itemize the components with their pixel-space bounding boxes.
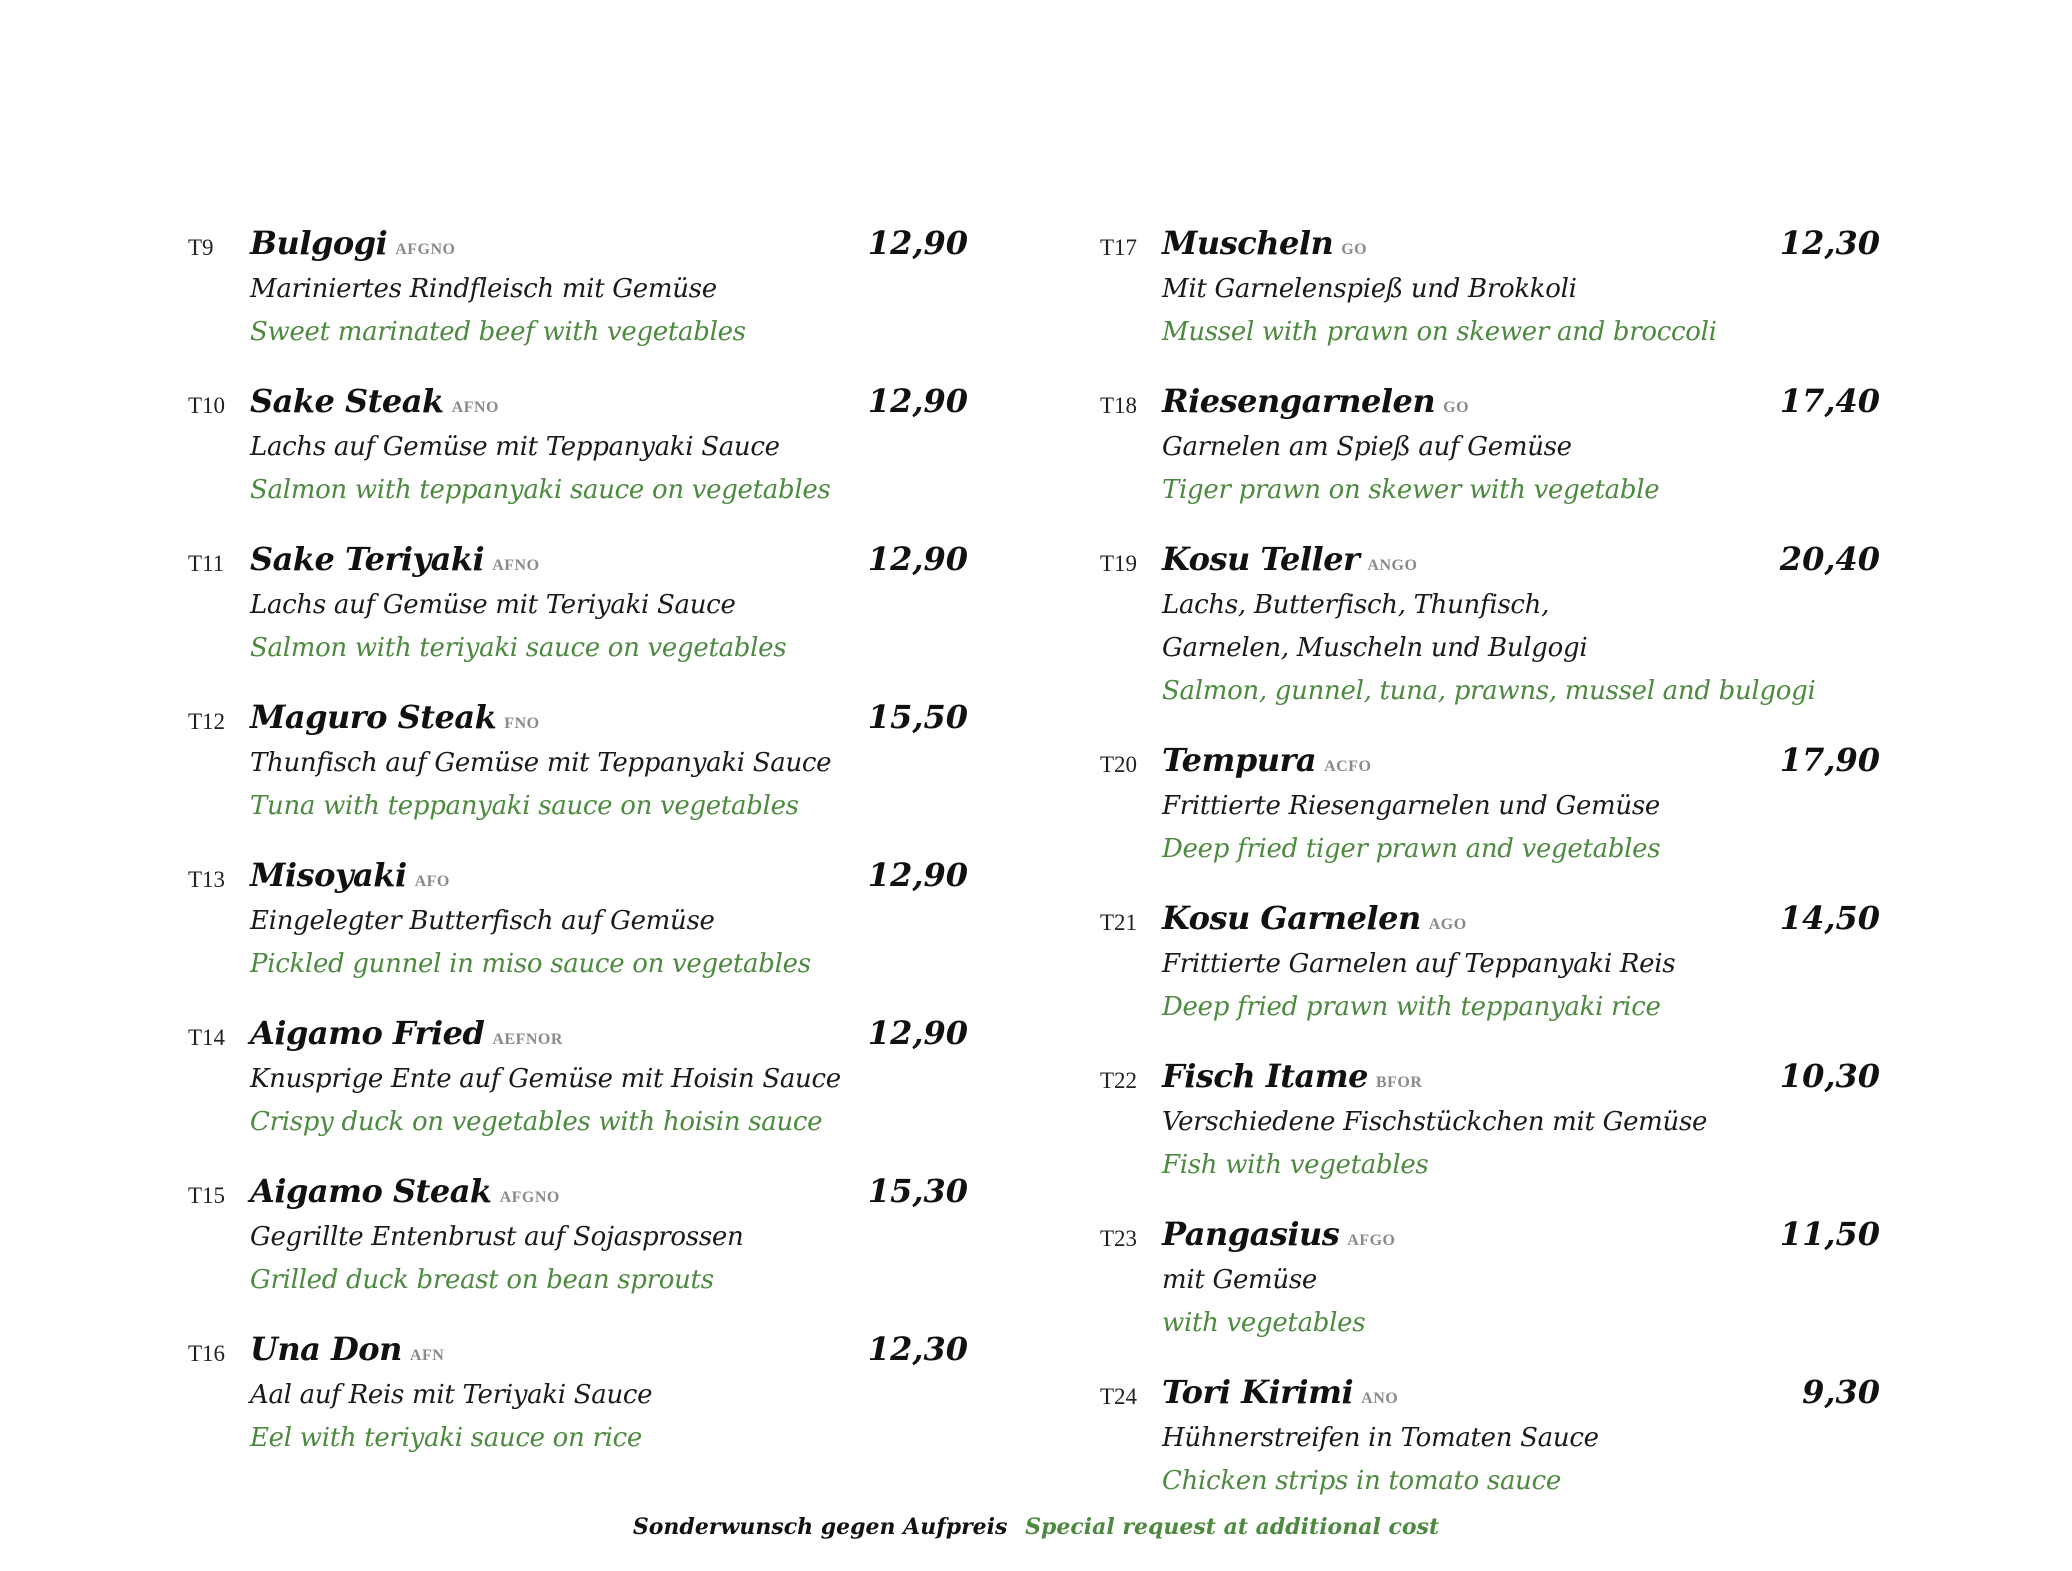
item-code: T11 <box>188 551 225 576</box>
item-code: T17 <box>1100 235 1138 260</box>
item-code: T21 <box>1100 910 1138 935</box>
item-price: 12,90 <box>867 224 968 262</box>
item-allergens: AFNO <box>451 399 499 416</box>
item-title-row <box>1162 735 1880 785</box>
item-price: 10,30 <box>1779 1057 1880 1095</box>
menu-item <box>1100 376 1880 512</box>
item-body <box>1162 893 1880 1029</box>
item-title-row <box>1162 218 1880 268</box>
item-price: 12,30 <box>1779 224 1880 262</box>
item-name: Aigamo Fried <box>250 1014 485 1052</box>
item-name: Tempura <box>1162 741 1317 779</box>
item-title-row <box>1162 534 1880 584</box>
item-description-en: Mussel with prawn on skewer and broccoli <box>1162 317 1717 347</box>
item-description-en: Salmon, gunnel, tuna, prawns, mussel and bulgogi <box>1162 676 1816 706</box>
item-name: Sake Teriyaki <box>250 540 485 578</box>
item-price: 12,30 <box>867 1330 968 1368</box>
item-name: Fisch Itame <box>1162 1057 1368 1095</box>
item-name: Maguro Steak <box>250 698 497 736</box>
item-description-en: Salmon with teriyaki sauce on vegetables <box>250 633 787 663</box>
menu-item <box>1100 1209 1880 1345</box>
item-title-row <box>1162 1209 1880 1259</box>
item-price: 17,90 <box>1779 741 1880 779</box>
menu-item <box>188 850 968 986</box>
item-allergens: GO <box>1443 399 1470 416</box>
item-body <box>1162 735 1880 871</box>
menu-item <box>188 1324 968 1460</box>
item-description-en: Deep fried prawn with teppanyaki rice <box>1162 992 1661 1022</box>
item-description-de: Aal auf Reis mit Teriyaki Sauce <box>250 1380 653 1410</box>
item-title-row <box>1162 1367 1880 1417</box>
item-description-en: Crispy duck on vegetables with hoisin sauce <box>250 1107 823 1137</box>
item-body <box>250 850 968 986</box>
item-title-row <box>250 1324 968 1374</box>
item-allergens: AFGO <box>1347 1232 1396 1249</box>
item-code: T13 <box>188 867 226 892</box>
item-price: 12,90 <box>867 1014 968 1052</box>
item-body <box>250 376 968 512</box>
item-name: Kosu Teller <box>1162 540 1360 578</box>
item-price: 12,90 <box>867 540 968 578</box>
item-price: 15,50 <box>867 698 968 736</box>
item-description-en: Salmon with teppanyaki sauce on vegetables <box>250 475 831 505</box>
item-body <box>250 218 968 354</box>
item-allergens: BFOR <box>1375 1074 1423 1091</box>
item-description-de: mit Gemüse <box>1162 1265 1317 1295</box>
item-description-en: with vegetables <box>1162 1308 1366 1338</box>
item-body <box>250 1324 968 1460</box>
item-title-row <box>250 534 968 584</box>
item-code: T10 <box>188 393 226 418</box>
item-allergens: AFO <box>414 873 450 890</box>
item-allergens: ANGO <box>1367 557 1418 574</box>
item-description-de: Lachs, Butterfisch, Thunfisch, <box>1162 590 1550 620</box>
item-allergens: AGO <box>1428 916 1467 933</box>
item-allergens: FNO <box>504 715 540 732</box>
item-description-en: Chicken strips in tomato sauce <box>1162 1466 1561 1496</box>
item-body <box>250 1008 968 1144</box>
item-title-row <box>250 1008 968 1058</box>
item-allergens: AEFNOR <box>492 1031 563 1048</box>
item-description-de: Frittierte Garnelen auf Teppanyaki Reis <box>1162 949 1676 979</box>
item-body <box>1162 1051 1880 1187</box>
menu-item <box>188 1008 968 1144</box>
item-title-row <box>250 218 968 268</box>
item-title-row <box>250 1166 968 1216</box>
item-code: T14 <box>188 1025 226 1050</box>
item-description-de: Garnelen am Spieß auf Gemüse <box>1162 432 1572 462</box>
item-description-de: Mit Garnelenspieß und Brokkoli <box>1162 274 1577 304</box>
item-description-en: Eel with teriyaki sauce on rice <box>250 1423 642 1453</box>
footer-en: Special request at additional cost <box>1025 1514 1440 1540</box>
item-description-de: Knusprige Ente auf Gemüse mit Hoisin Sauce <box>250 1064 841 1094</box>
item-description-de: Verschiedene Fischstückchen mit Gemüse <box>1162 1107 1708 1137</box>
item-title-row <box>1162 376 1880 426</box>
item-name: Kosu Garnelen <box>1162 899 1421 937</box>
item-name: Bulgogi <box>250 224 388 262</box>
item-description-en: Tiger prawn on skewer with vegetable <box>1162 475 1660 505</box>
item-allergens: ACFO <box>1324 758 1372 775</box>
item-price: 12,90 <box>867 856 968 894</box>
item-allergens: AFGNO <box>499 1189 560 1206</box>
item-body <box>1162 1367 1880 1503</box>
menu-item <box>188 534 968 670</box>
item-price: 17,40 <box>1779 382 1880 420</box>
item-body <box>250 534 968 670</box>
item-name: Sake Steak <box>250 382 444 420</box>
item-description-de: Lachs auf Gemüse mit Teppanyaki Sauce <box>250 432 780 462</box>
menu-item <box>1100 893 1880 1029</box>
item-price: 15,30 <box>867 1172 968 1210</box>
item-name: Aigamo Steak <box>250 1172 492 1210</box>
item-allergens: AFGNO <box>395 241 456 258</box>
item-allergens: GO <box>1341 241 1368 258</box>
item-code: T15 <box>188 1183 226 1208</box>
footer-note <box>0 1514 2072 1540</box>
menu-item <box>1100 735 1880 871</box>
item-body <box>1162 1209 1880 1345</box>
item-title-row <box>250 692 968 742</box>
item-code: T19 <box>1100 551 1138 576</box>
item-code: T18 <box>1100 393 1138 418</box>
item-description-de: Eingelegter Butterfisch auf Gemüse <box>250 906 715 936</box>
item-description-de: Garnelen, Muscheln und Bulgogi <box>1162 633 1588 663</box>
item-price: 9,30 <box>1802 1373 1880 1411</box>
item-description-en: Deep fried tiger prawn and vegetables <box>1162 834 1661 864</box>
item-body <box>1162 376 1880 512</box>
menu-column-left <box>188 218 968 1482</box>
menu-item <box>188 692 968 828</box>
item-description-de: Frittierte Riesengarnelen und Gemüse <box>1162 791 1660 821</box>
item-body <box>250 1166 968 1302</box>
footer-de: Sonderwunsch gegen Aufpreis <box>632 1514 1008 1540</box>
item-code: T16 <box>188 1341 226 1366</box>
menu-item <box>188 1166 968 1302</box>
item-allergens: AFNO <box>492 557 540 574</box>
menu-item <box>1100 218 1880 354</box>
item-description-de: Lachs auf Gemüse mit Teriyaki Sauce <box>250 590 736 620</box>
item-price: 14,50 <box>1779 899 1880 937</box>
item-code: T24 <box>1100 1384 1138 1409</box>
item-code: T12 <box>188 709 226 734</box>
menu-item <box>1100 1367 1880 1503</box>
item-code: T23 <box>1100 1226 1138 1251</box>
item-description-de: Hühnerstreifen in Tomaten Sauce <box>1162 1423 1599 1453</box>
item-description-en: Sweet marinated beef with vegetables <box>250 317 746 347</box>
item-description-en: Fish with vegetables <box>1162 1150 1429 1180</box>
item-allergens: AFN <box>409 1347 445 1364</box>
item-code: T22 <box>1100 1068 1138 1093</box>
item-description-de: Gegrillte Entenbrust auf Sojasprossen <box>250 1222 744 1252</box>
item-name: Muscheln <box>1162 224 1334 262</box>
menu-item <box>188 376 968 512</box>
menu-item <box>1100 1051 1880 1187</box>
item-price: 12,90 <box>867 382 968 420</box>
menu-item <box>1100 534 1880 713</box>
item-title-row <box>250 850 968 900</box>
item-body <box>250 692 968 828</box>
item-allergens: ANO <box>1361 1390 1399 1407</box>
item-price: 20,40 <box>1779 540 1880 578</box>
item-description-en: Tuna with teppanyaki sauce on vegetables <box>250 791 799 821</box>
menu-item <box>188 218 968 354</box>
item-code: T9 <box>188 235 214 260</box>
item-body <box>1162 218 1880 354</box>
item-name: Misoyaki <box>250 856 407 894</box>
item-body <box>1162 534 1880 713</box>
item-description-de: Thunfisch auf Gemüse mit Teppanyaki Sauce <box>250 748 832 778</box>
item-name: Pangasius <box>1162 1215 1340 1253</box>
item-description-de: Mariniertes Rindfleisch mit Gemüse <box>250 274 717 304</box>
item-description-en: Pickled gunnel in miso sauce on vegetables <box>250 949 811 979</box>
item-code: T20 <box>1100 752 1138 777</box>
item-title-row <box>1162 893 1880 943</box>
item-description-en: Grilled duck breast on bean sprouts <box>250 1265 714 1295</box>
item-title-row <box>1162 1051 1880 1101</box>
menu-column-right <box>1100 218 1880 1525</box>
item-name: Tori Kirimi <box>1162 1373 1354 1411</box>
item-name: Riesengarnelen <box>1162 382 1436 420</box>
item-title-row <box>250 376 968 426</box>
item-price: 11,50 <box>1779 1215 1880 1253</box>
item-name: Una Don <box>250 1330 402 1368</box>
